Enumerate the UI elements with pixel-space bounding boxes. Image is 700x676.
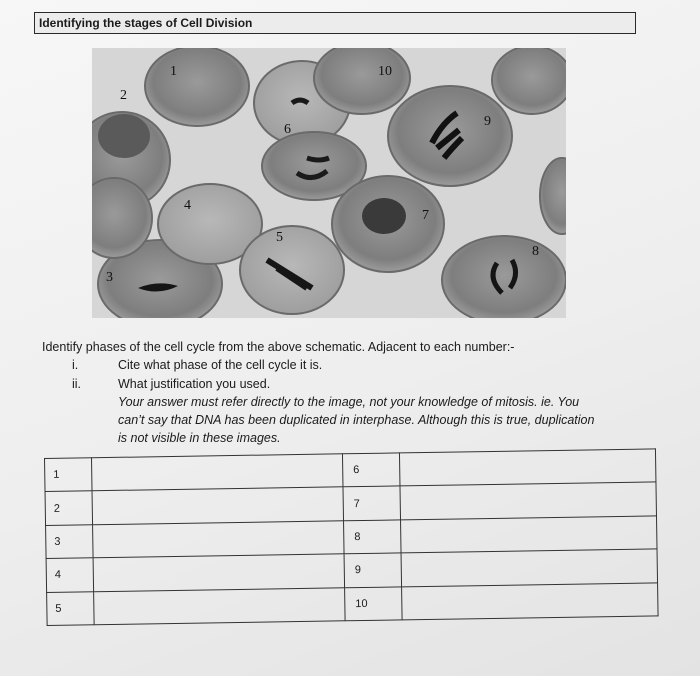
row-number-left: 5 xyxy=(47,591,95,625)
answer-cell-left[interactable] xyxy=(92,487,343,524)
answer-cell-left[interactable] xyxy=(93,554,344,591)
answer-cell-right[interactable] xyxy=(400,482,656,519)
cell-8 xyxy=(442,236,566,318)
title-bar xyxy=(34,12,636,34)
worksheet-title: Identifying the stages of Cell Division xyxy=(39,16,253,30)
item-marker-i: i. xyxy=(72,358,79,372)
answer-cell-left[interactable] xyxy=(93,521,344,558)
row-number-right: 9 xyxy=(344,553,402,587)
answer-cell-left[interactable] xyxy=(94,587,345,624)
row-number-left: 1 xyxy=(45,458,93,492)
item-text-i: Cite what phase of the cell cycle it is. xyxy=(118,358,323,372)
answer-cell-left[interactable] xyxy=(92,454,343,491)
micro-label-5: 5 xyxy=(276,230,283,245)
micro-label-8: 8 xyxy=(532,244,539,259)
answer-cell-right[interactable] xyxy=(399,449,655,486)
micro-label-6: 6 xyxy=(284,122,291,137)
micro-label-10: 10 xyxy=(378,64,392,79)
cell-1 xyxy=(145,48,249,126)
answer-table xyxy=(44,448,659,626)
row-number-right: 10 xyxy=(345,586,403,620)
cell-micrograph xyxy=(92,48,566,318)
row-number-right: 6 xyxy=(342,453,400,487)
cell-9 xyxy=(388,86,512,186)
micro-label-3: 3 xyxy=(106,270,113,285)
micrograph-image xyxy=(92,48,566,318)
item-marker-ii: ii. xyxy=(72,377,82,391)
instructions-intro: Identify phases of the cell cycle from the above schematic. Adjacent to each number:- xyxy=(42,340,515,354)
cell-far-right xyxy=(492,48,566,114)
micro-label-1: 1 xyxy=(170,64,177,79)
cell-5 xyxy=(240,226,344,314)
row-number-right: 8 xyxy=(344,520,402,554)
cell-7 xyxy=(332,176,444,272)
answer-cell-right[interactable] xyxy=(401,516,657,553)
answer-cell-right[interactable] xyxy=(402,582,658,619)
micro-label-9: 9 xyxy=(484,114,491,129)
row-number-left: 3 xyxy=(46,525,94,559)
answer-cell-right[interactable] xyxy=(401,549,657,586)
micro-label-7: 7 xyxy=(422,208,429,223)
row-number-left: 2 xyxy=(45,491,93,525)
note-line-1: Your answer must refer directly to the image, not your knowledge of mitosis. ie. You xyxy=(118,395,580,409)
note-line-2: can’t say that DNA has been duplicated in interphase. Although this is true, duplication xyxy=(118,413,595,427)
micro-label-2: 2 xyxy=(120,88,127,103)
micro-label-4: 4 xyxy=(184,198,191,213)
row-number-left: 4 xyxy=(46,558,94,592)
item-text-ii: What justification you used. xyxy=(118,377,271,391)
row-number-right: 7 xyxy=(343,486,401,520)
note-line-3: is not visible in these images. xyxy=(118,431,281,445)
cell-10 xyxy=(314,48,410,114)
